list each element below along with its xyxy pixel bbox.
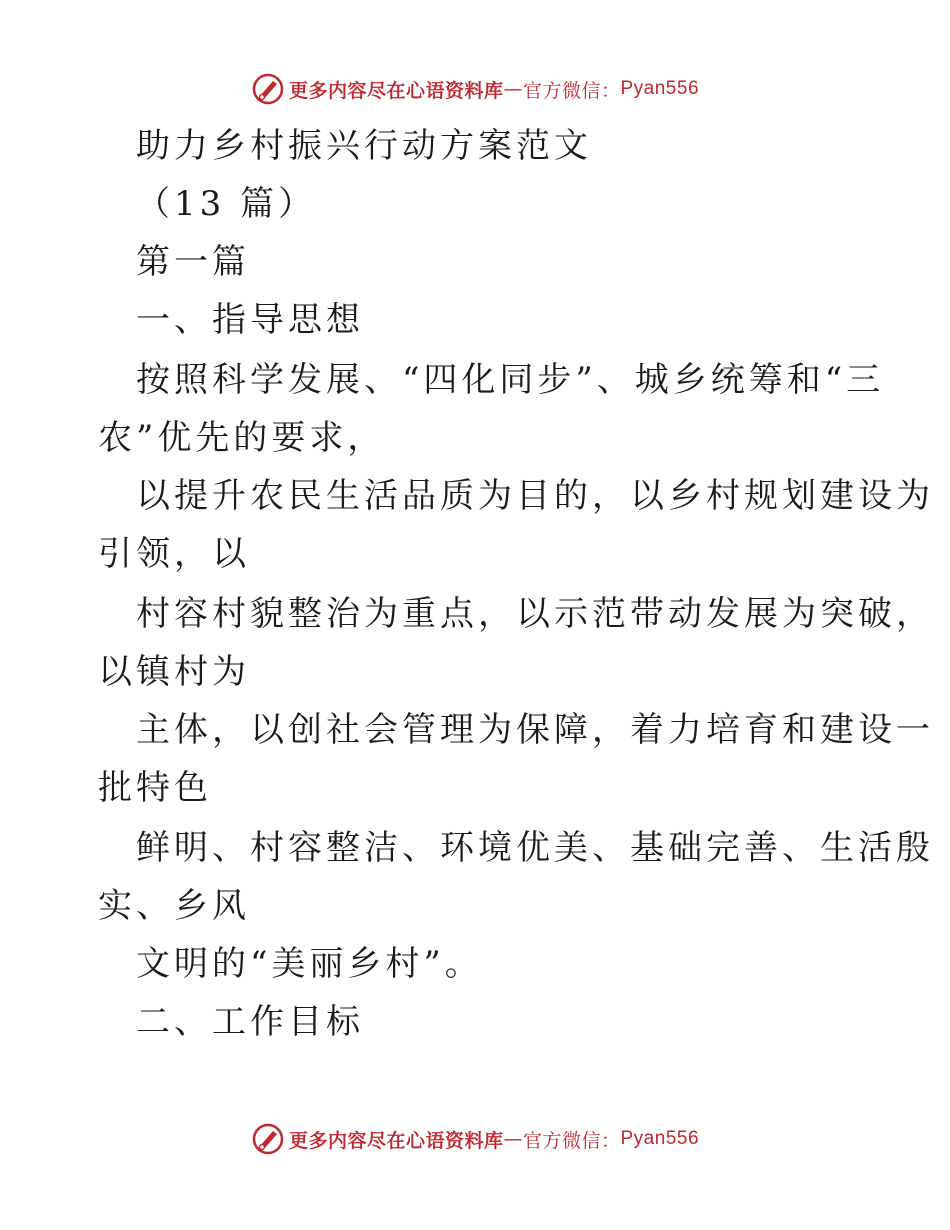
section-heading-1: 一、指导思想 xyxy=(136,300,364,340)
part-heading: 第一篇 xyxy=(136,242,250,282)
paragraph-line: 引领，以 xyxy=(98,534,250,574)
header-watermark-banner xyxy=(0,69,950,109)
footer-watermark-banner xyxy=(0,1119,950,1159)
banner-wechat-id: Pyan556 xyxy=(620,78,700,99)
paragraph-line: 文明的“美丽乡村”。 xyxy=(136,944,483,984)
section-heading-2: 二、工作目标 xyxy=(136,1002,364,1042)
paragraph-line: 农”优先的要求， xyxy=(98,418,386,458)
banner-main-text: 更多内容尽在心语资料库 xyxy=(288,1129,504,1152)
pen-logo-icon xyxy=(251,72,285,106)
banner-separator: — xyxy=(503,1128,523,1150)
paragraph-line: 实、乡风 xyxy=(98,886,250,926)
paragraph-line: 以提升农民生活品质为目的，以乡村规划建设为 xyxy=(136,476,934,516)
paragraph-line: 主体，以创社会管理为保障，着力培育和建设一 xyxy=(136,710,934,750)
banner-separator: — xyxy=(503,78,523,100)
document-count: （13 篇） xyxy=(136,184,317,224)
banner-wechat-id: Pyan556 xyxy=(620,1128,700,1149)
banner-wechat-label: 官方微信： xyxy=(522,1129,621,1152)
paragraph-line: 鲜明、村容整洁、环境优美、基础完善、生活殷 xyxy=(136,828,934,868)
paragraph-line: 批特色 xyxy=(98,768,212,808)
document-title: 助力乡村振兴行动方案范文 xyxy=(136,126,592,166)
paragraph-line: 按照科学发展、“四化同步”、城乡统筹和“三 xyxy=(136,360,885,400)
paragraph-line: 村容村貌整治为重点，以示范带动发展为突破， xyxy=(136,594,934,634)
banner-main-text: 更多内容尽在心语资料库 xyxy=(288,79,504,102)
pen-logo-icon xyxy=(251,1122,285,1156)
banner-wechat-label: 官方微信： xyxy=(522,79,621,102)
paragraph-line: 以镇村为 xyxy=(98,652,250,692)
